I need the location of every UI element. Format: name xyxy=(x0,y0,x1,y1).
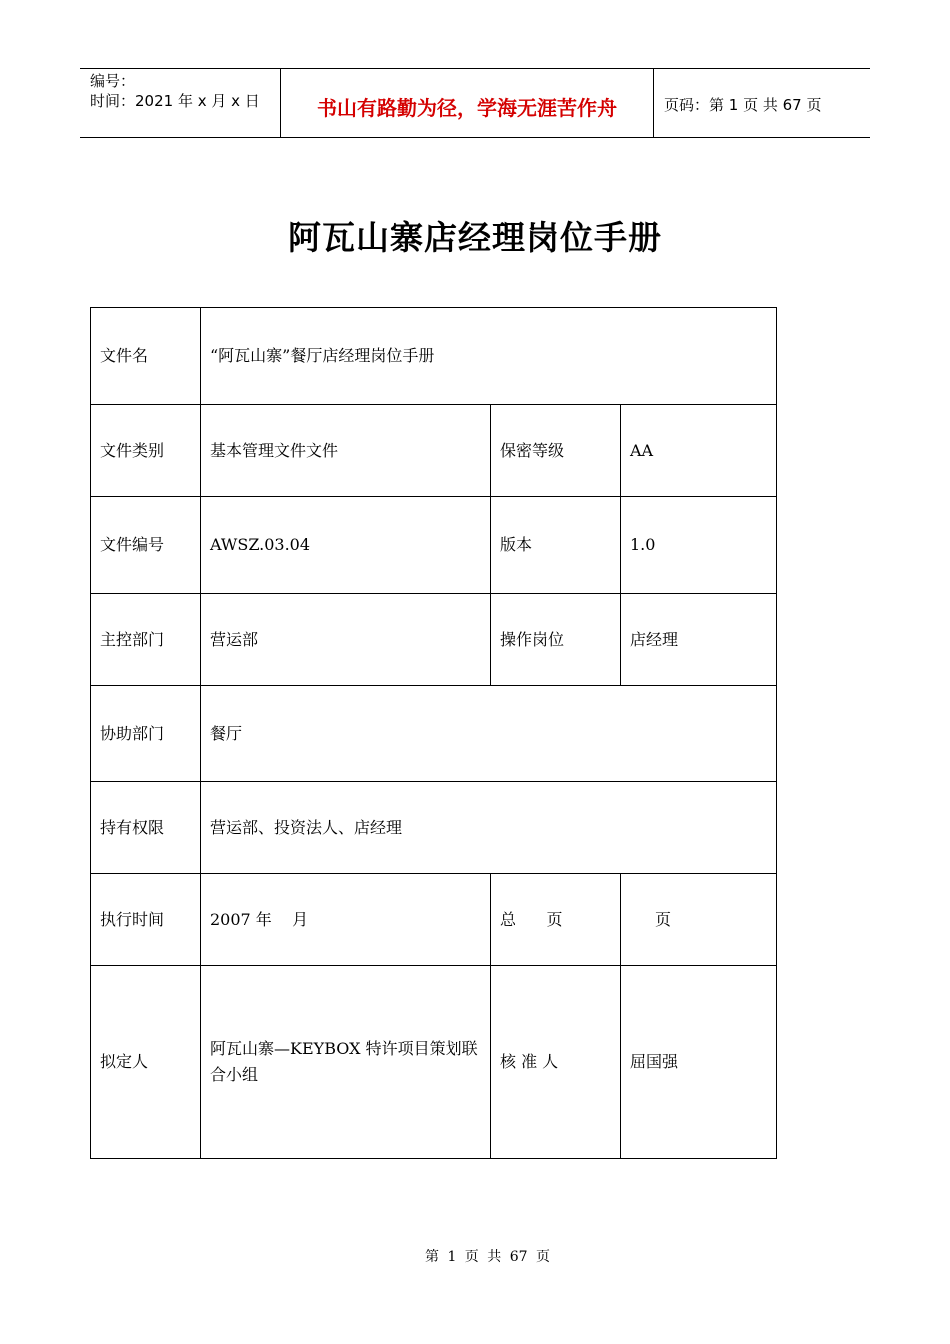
cell-value: 营运部 xyxy=(201,594,491,686)
page-header xyxy=(80,68,870,138)
table-row xyxy=(91,782,777,874)
header-page-info: 页码：第 1 页 共 67 页 xyxy=(664,95,822,114)
cell-value: 店经理 xyxy=(621,594,777,686)
cell-label: 核 准 人 xyxy=(491,966,621,1159)
cell-label: 拟定人 xyxy=(91,966,201,1159)
cell-value: 基本管理文件文件 xyxy=(201,405,491,497)
cell-label: 持有权限 xyxy=(91,782,201,874)
cell-label: 操作岗位 xyxy=(491,594,621,686)
cell-value: 2007 年 月 xyxy=(201,874,491,966)
cell-label: 版本 xyxy=(491,497,621,594)
table-row xyxy=(91,405,777,497)
cell-value: 页 xyxy=(621,874,777,966)
cell-label: 文件编号 xyxy=(91,497,201,594)
cell-label: 保密等级 xyxy=(491,405,621,497)
cell-label: 文件名 xyxy=(91,308,201,405)
cell-label: 总 页 xyxy=(491,874,621,966)
number-label: 编号： xyxy=(90,72,136,90)
time-label: 时间：2021 年 x 月 x 日 xyxy=(90,92,260,110)
table-row xyxy=(91,686,777,782)
table-row xyxy=(91,308,777,405)
cell-label: 主控部门 xyxy=(91,594,201,686)
cell-value: AA xyxy=(621,405,777,497)
cell-value: AWSZ.03.04 xyxy=(201,497,491,594)
cell-value: “阿瓦山寨”餐厅店经理岗位手册 xyxy=(201,308,777,405)
header-motto: 书山有路勤为径，学海无涯苦作舟 xyxy=(281,69,654,137)
cell-label: 执行时间 xyxy=(91,874,201,966)
header-meta xyxy=(80,69,281,137)
table-row xyxy=(91,497,777,594)
cell-value: 屈国强 xyxy=(621,966,777,1159)
table-row xyxy=(91,874,777,966)
cell-value: 餐厅 xyxy=(201,686,777,782)
cell-label: 文件类别 xyxy=(91,405,201,497)
page-footer: 第 1 页 共 67 页 xyxy=(425,1249,550,1265)
cell-value: 营运部、投资法人、店经理 xyxy=(201,782,777,874)
document-title: 阿瓦山寨店经理岗位手册 xyxy=(288,218,662,257)
cell-value: 1.0 xyxy=(621,497,777,594)
table-row xyxy=(91,594,777,686)
table-row xyxy=(91,966,777,1159)
cell-value: 阿瓦山寨—KEYBOX 特许项目策划联合小组 xyxy=(201,966,491,1159)
cell-label: 协助部门 xyxy=(91,686,201,782)
document-info-table xyxy=(90,307,777,1159)
